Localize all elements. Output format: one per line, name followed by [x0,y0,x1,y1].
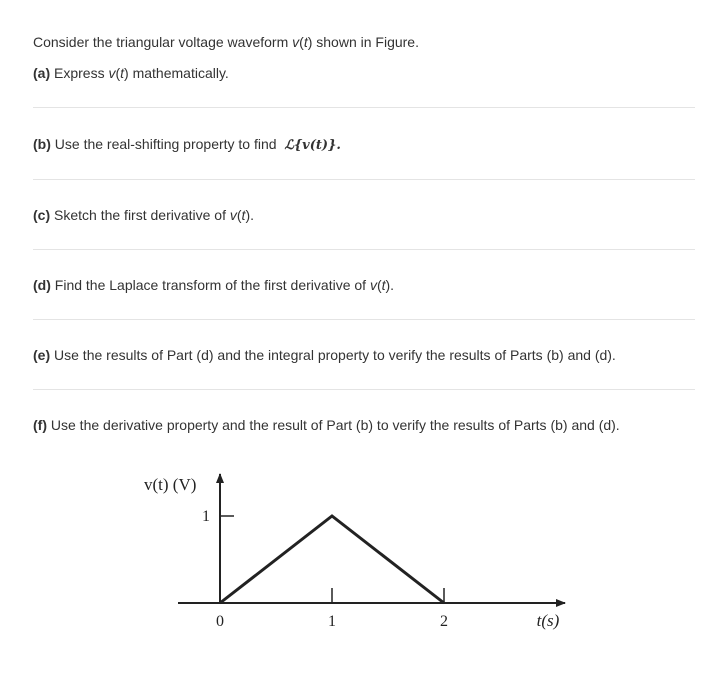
part-a-var: v [108,65,116,81]
x-tick-label: 0 [216,613,224,630]
part-d [33,276,394,294]
intro-paren-close: ) [307,34,313,50]
part-c-post: ). [245,207,254,223]
y-axis-label: v(t) (V) [144,475,197,494]
part-a [33,64,229,82]
part-d-label: (d) [33,277,51,293]
part-d-pre: Find the Laplace transform of the first derivative of [50,277,370,293]
part-c-label: (c) [33,207,51,223]
part-a-post: ) mathematically. [124,65,229,81]
part-c-var: v [229,207,237,223]
y-tick-label: 1 [202,508,210,525]
intro-pre: Consider the triangular voltage waveform [33,34,293,50]
part-b-text: Use the real-shifting property to find [50,136,281,152]
intro-paren: ( [299,34,304,50]
part-f [33,416,620,434]
part-f-text: Use the derivative property and the result of Part (b) to verify the results of Parts (b) and (d). [47,417,620,433]
part-a-paren: ( [115,65,121,81]
part-c-paren: ( [236,207,242,223]
part-c-pre: Sketch the first derivative of [50,207,230,223]
laplace-expression: ℒ{v(t)}. [284,138,341,153]
x-tick-label: 2 [440,613,448,630]
part-a-pre: Express [50,65,109,81]
divider [33,179,695,180]
part-e-label: (e) [33,347,51,363]
divider [33,249,695,250]
divider [33,389,695,390]
divider [33,319,695,320]
part-d-paren: ( [376,277,382,293]
part-c-arg: t [241,207,246,223]
part-f-label: (f) [33,417,47,433]
part-d-post: ). [385,277,395,293]
part-b [33,135,341,155]
x-tick-label: 1 [328,613,336,630]
part-e [33,346,616,364]
intro-post: shown in Figure. [312,34,419,50]
x-axis-label: t(s) [536,611,560,630]
intro-text [33,33,419,51]
part-b-label: (b) [33,136,51,152]
part-a-arg: t [120,65,125,81]
part-a-label: (a) [33,65,51,81]
divider [33,107,695,108]
part-d-arg: t [381,277,386,293]
intro-arg: t [303,34,308,50]
part-e-text: Use the results of Part (d) and the integral property to verify the results of Parts (b) and (d). [50,347,616,363]
waveform-figure [140,460,580,635]
part-d-var: v [369,277,377,293]
part-c [33,206,254,224]
intro-var: v [292,34,300,50]
